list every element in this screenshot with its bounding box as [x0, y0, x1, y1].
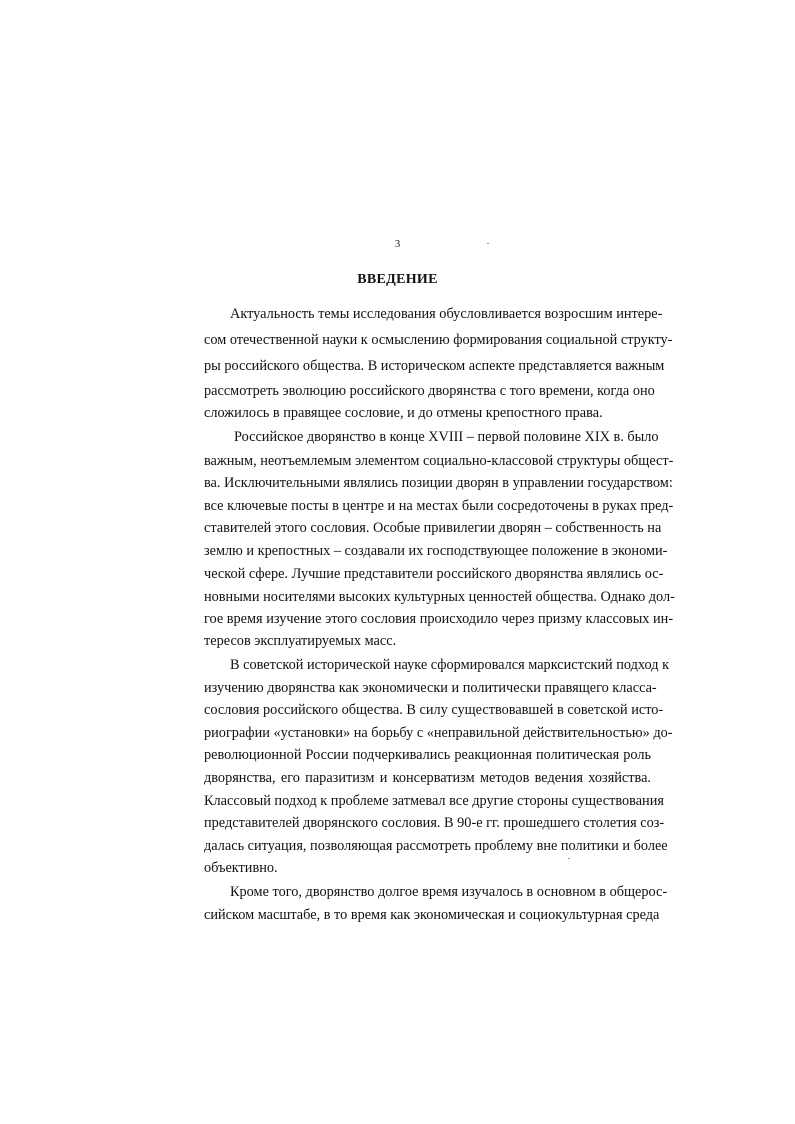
text-line: Классовый подход к проблеме затмевал все другие стороны существования — [204, 793, 664, 809]
section-heading: ВВЕДЕНИЕ — [357, 272, 438, 287]
text-line: ставителей этого сословия. Особые привилегии дворян – собственность на — [204, 520, 662, 536]
text-line: сложилось в правящее сословие, и до отмены крепостного права. — [204, 405, 603, 421]
text-line: представителей дворянского сословия. В 90-е гг. прошедшего столетия соз- — [204, 815, 665, 831]
text-line: дворянства, его паразитизм и консерватизм методов ведения хозяйства. — [204, 770, 651, 786]
scan-speck — [487, 243, 489, 244]
text-line: далась ситуация, позволяющая рассмотреть проблему вне политики и более — [204, 838, 668, 854]
text-line: революционной России подчеркивались реакционная политическая роль — [204, 747, 651, 763]
text-line: ческой сфере. Лучшие представители российского дворянства являлись ос- — [204, 566, 664, 582]
text-line: тересов эксплуатируемых масс. — [204, 633, 397, 649]
text-line: риографии «установки» на борьбу с «неправильной действительностью» до- — [204, 725, 673, 741]
text-line: сом отечественной науки к осмыслению формирования социальной структу- — [204, 332, 673, 348]
text-line: изучению дворянства как экономически и политически правящего класса- — [204, 680, 657, 696]
text-line: Актуальность темы исследования обусловливается возросшим интере- — [230, 306, 663, 322]
text-line: сийском масштабе, в то время как экономическая и социокультурная среда — [204, 907, 660, 923]
text-line: ры российского общества. В историческом аспекте представляется важным — [204, 358, 665, 374]
text-line: новными носителями высоких культурных ценностей общества. Однако дол- — [204, 589, 675, 605]
text-line: все ключевые посты в центре и на местах были сосредоточены в руках пред- — [204, 498, 674, 514]
text-line: важным, неотъемлемым элементом социально-классовой структуры общест- — [204, 453, 674, 469]
scan-speck — [568, 858, 570, 859]
text-line: В советской исторической науке сформировался марксистский подход к — [230, 657, 670, 673]
text-line: Кроме того, дворянство долгое время изучалось в основном в общерос- — [230, 884, 668, 900]
text-line: Российское дворянство в конце XVIII – первой половине XIX в. было — [234, 429, 659, 445]
text-line: сословия российского общества. В силу существовавшей в советской исто- — [204, 702, 664, 718]
text-line: ва. Исключительными являлись позиции дворян в управлении государством: — [204, 475, 673, 491]
page-number: 3 — [394, 238, 401, 250]
text-line: рассмотреть эволюцию российского дворянства с того времени, когда оно — [204, 383, 655, 399]
text-line: объективно. — [204, 860, 278, 876]
text-line: гое время изучение этого сословия происходило через призму классовых ин- — [204, 611, 674, 627]
text-line: землю и крепостных – создавали их господствующее положение в экономи- — [204, 543, 668, 559]
